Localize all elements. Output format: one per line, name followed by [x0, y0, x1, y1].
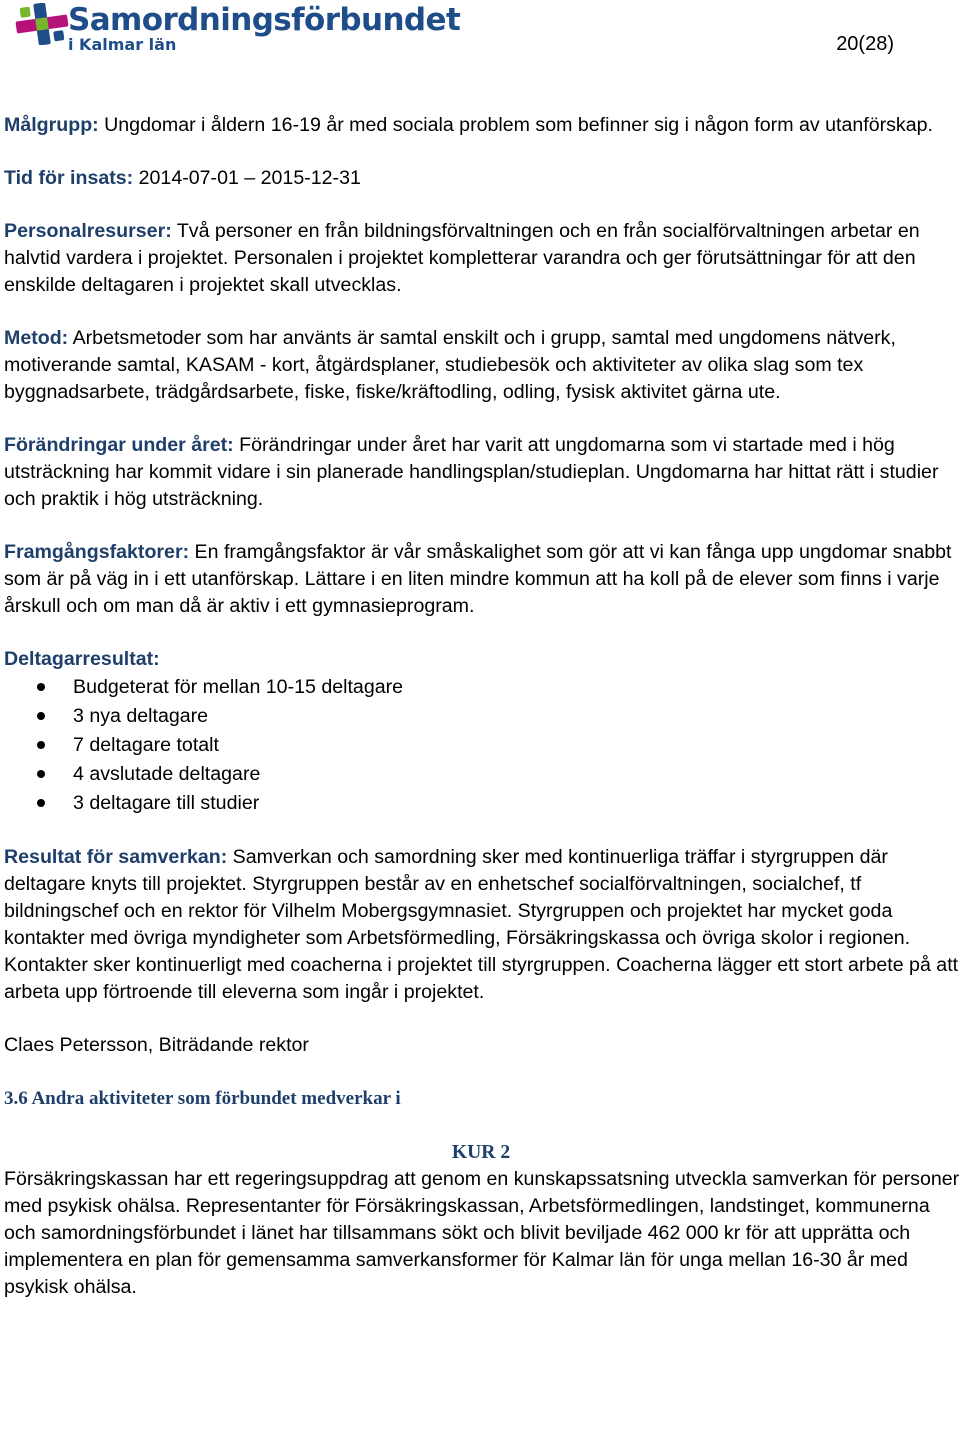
collaboration-results-text: Samverkan och samordning sker med kontinuerliga träffar i styrgruppen där deltagare knyts till projektet. Styrgruppen består av en enhetschef socialförvaltningen, socialchef, tf bildningschef och en rektor för Vilhelm Mobergsgymnasiet. Styrgruppen och projektet har mycket goda kontakter med övriga myndigheter som Arbetsförmedling, Försäkringskassa och övriga skolor i regionen. Kontakter sker kontinuerligt med coacherna i projektet till styrgruppen. Coacherna lägger ett stort arbete på att arbeta upp förtroende till eleverna som ingår i projektet. [4, 846, 959, 1003]
target-group-paragraph [4, 112, 960, 139]
kur-paragraph: Försäkringskassan har ett regeringsuppdrag att genom en kunskapssatsning utveckla samverkan för personer med psykisk ohälsa. Representanter för Försäkringskassan, Arbetsförmedlingen, landstinget, kommunerna och samordningsförbundet i länet har tillsammans sökt och blivit beviljade 462 000 kr för att upprätta och implementera en plan för gemensamma samverkansformer för Kalmar län för unga mellan 16-30 år med psykisk ohälsa. [4, 1168, 960, 1298]
logo-name: Samordningsförbundet [68, 2, 461, 38]
staff-resources-label: Personalresurser: [4, 220, 172, 242]
list-item: 4 avslutade deltagare [4, 760, 960, 789]
method-paragraph [4, 325, 960, 406]
success-factors-label: Framgångsfaktorer: [4, 541, 190, 563]
success-factors-paragraph [4, 539, 960, 620]
page-number: 20(28) [836, 33, 894, 55]
staff-resources-text: Två personer en från bildningsförvaltningen och en från socialförvaltningen arbetar en halvtid vardera i projektet. Personalen i projektet kompletterar varandra och ger förutsättningar för att den enskilde deltagaren i projektet skall utvecklas. [4, 220, 920, 296]
participant-results-list [4, 673, 960, 818]
target-group-text: Ungdomar i åldern 16-19 år med sociala problem som befinner sig i någon form av utanförskap. [98, 114, 933, 136]
method-label: Metod: [4, 327, 69, 349]
time-period-text: 2014-07-01 – 2015-12-31 [133, 167, 361, 189]
section-heading: 3.6 Andra aktiviteter som förbundet medverkar i [4, 1088, 401, 1109]
staff-resources-paragraph [4, 218, 960, 299]
kur-title: KUR 2 [451, 1142, 511, 1163]
collaboration-results-label: Resultat för samverkan: [4, 846, 228, 868]
page-header [0, 0, 960, 60]
method-text: Arbetsmetoder som har använts är samtal enskilt och i grupp, samtal med ungdomens nätverk, motiverande samtal, KASAM - kort, åtgärdsplaner, studiebesök och aktiviteter av olika slag som tex byggnadsarbete, trädgårdsarbete, fiske, fiske/kräftodling, odling, fysisk aktivitet gärna ute. [4, 327, 896, 403]
time-period-paragraph [4, 165, 960, 192]
list-item: 7 deltagare totalt [4, 731, 960, 760]
time-period-label: Tid för insats: [4, 167, 134, 189]
success-factors-text: En framgångsfaktor är vår småskalighet som gör att vi kan fånga upp ungdomar snabbt som är på väg in i ett utanförskap. Lättare i en liten mindre kommun att ha koll på de elever som finns i varje årskull och om man då är aktiv i ett gymnasieprogram. [4, 541, 952, 617]
participant-results-heading [4, 646, 960, 673]
changes-label: Förändringar under året: [4, 434, 234, 456]
participant-results-label: Deltagarresultat: [4, 648, 160, 670]
collaboration-results-paragraph [4, 844, 960, 1006]
changes-text: Förändringar under året har varit att ungdomarna som vi startade med i hög utsträckning har kommit vidare i sin planerade handlingsplan/studieplan. Ungdomarna har hittat rätt i studier och praktik i hög utsträckning. [4, 434, 939, 510]
document-body [4, 112, 960, 1301]
target-group-label: Målgrupp: [4, 114, 99, 136]
list-item: 3 deltagare till studier [4, 789, 960, 818]
changes-paragraph [4, 432, 960, 513]
logo-subtitle: i Kalmar län [68, 35, 177, 54]
signature: Claes Petersson, Biträdande rektor [4, 1034, 309, 1056]
list-item: Budgeterat för mellan 10-15 deltagare [4, 673, 960, 702]
list-item: 3 nya deltagare [4, 702, 960, 731]
samordningsforbundet-logo-icon [12, 3, 72, 45]
